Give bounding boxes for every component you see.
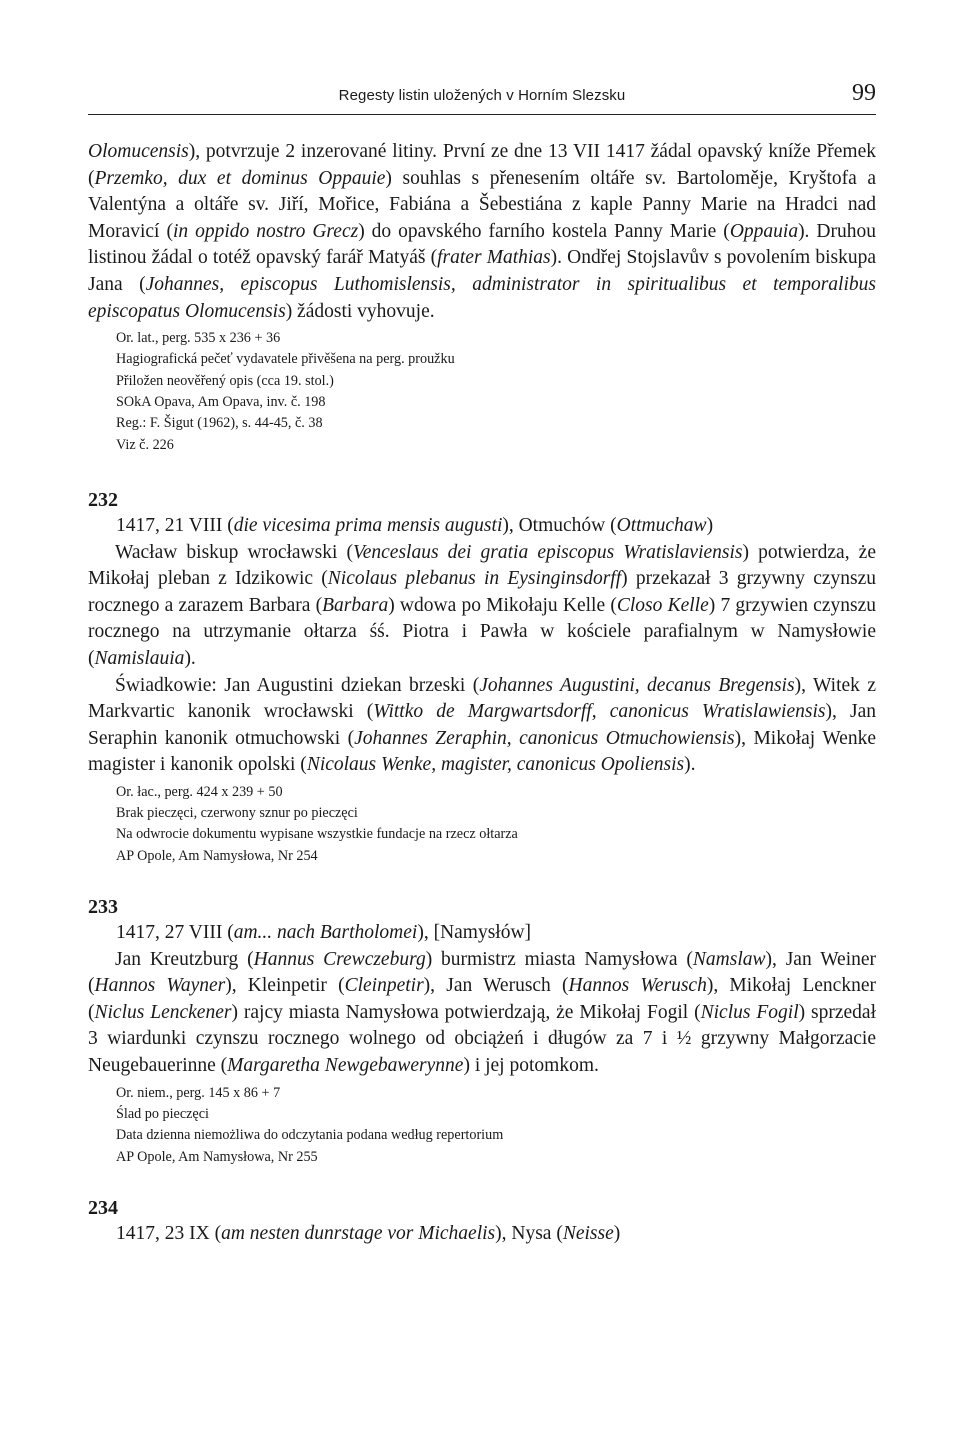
text-run: Świadkowie: Jan Augustini dziekan brzeski ( [115, 674, 480, 696]
latin-phrase: Olomucensis [88, 141, 189, 162]
meta-line: Data dzienna niemożliwa do odczytania podana według repertorium [116, 1127, 504, 1144]
latin-phrase: Margaretha Newgebawerynne [227, 1055, 464, 1077]
latin-phrase: die vicesima prima mensis augusti [233, 514, 503, 536]
latin-phrase: am... nach Bartholomei [233, 922, 418, 944]
text-run: Jan Kreutzburg ( [115, 948, 254, 970]
text-run: ) burmistrz miasta Namysłowa ( [425, 948, 693, 970]
latin-phrase: Oppauia [729, 220, 799, 242]
text-run: ). Ondřej Stojslavův s povolením biskupa Jana ( [88, 247, 876, 295]
latin-phrase: Hannos Wayner [94, 975, 226, 997]
text-run: Wacław biskup wrocławski ( [115, 541, 353, 563]
meta-line: Hagiografická pečeť vydavatele přivěšena na perg. proužku [116, 351, 455, 368]
text-run: ) 7 grzywien czynszu rocznego na utrzymanie ołtarza śś. Piotra i Pawła w kościele parafialnym w Namysłowie ( [88, 594, 876, 669]
meta-line: Ślad po pieczęci [116, 1105, 209, 1122]
meta-line: Or. lat., perg. 535 x 236 + 36 [116, 330, 281, 347]
latin-phrase: Nicolaus Wenke, magister, canonicus Opoliensis [306, 754, 685, 776]
latin-phrase: Closo Kelle [616, 594, 709, 616]
meta-line: Viz č. 226 [116, 436, 174, 453]
page-content [88, 139, 876, 1247]
text-run: 1417, 27 VIII ( [116, 922, 234, 944]
latin-phrase: Johannes, episcopus Luthomislensis, administrator in spiritualibus et temporalibus episcopatus Olomucensis [88, 273, 876, 322]
entry-meta [116, 1083, 876, 1168]
latin-phrase: Namslaw [692, 948, 766, 970]
entry-meta [116, 782, 876, 867]
latin-phrase: Barbara [322, 594, 389, 616]
continued-entry [88, 139, 876, 456]
latin-phrase: Hannos Werusch [568, 975, 707, 997]
meta-line: Reg.: F. Šigut (1962), s. 44-45, č. 38 [116, 415, 323, 432]
text-run: ), Mikołaj Lenckner ( [88, 975, 876, 1023]
latin-phrase: frater Mathias [437, 247, 551, 269]
latin-phrase: Namislauia [94, 647, 185, 669]
entry-number: 233 [88, 896, 118, 919]
meta-line: AP Opole, Am Namysłowa, Nr 255 [116, 1148, 318, 1165]
entry-dateline [88, 1221, 876, 1248]
meta-line: Or. niem., perg. 145 x 86 + 7 [116, 1084, 281, 1101]
meta-line: Na odwrocie dokumentu wypisane wszystkie fundacje na rzecz ołtarza [116, 826, 518, 843]
latin-phrase: Johannes Augustini, decanus Bregensis [479, 674, 795, 696]
continued-paragraph [88, 139, 876, 325]
meta-line: AP Opole, Am Namysłowa, Nr 254 [116, 847, 318, 864]
text-run: ) przekazał 3 grzywny czynszu rocznego a zarazem Barbara ( [88, 568, 876, 616]
latin-phrase: Niclus Fogil [700, 1001, 799, 1023]
page-number: 99 [852, 80, 876, 106]
latin-phrase: am nesten dunrstage vor Michaelis [221, 1222, 496, 1244]
text-run: ) i jej potomkom. [463, 1055, 599, 1077]
text-run: 1417, 23 IX ( [116, 1222, 222, 1244]
latin-phrase: Hannus Crewczeburg [253, 948, 426, 970]
entry-233 [88, 894, 876, 1168]
entry-paragraph [88, 540, 876, 673]
text-run: ) rajcy miasta Namysłowa potwierdzają, że Mikołaj Fogil ( [231, 1001, 701, 1023]
text-run: ). Druhou listinou žádal o totéž opavský farář Matyáš ( [88, 220, 876, 269]
text-run: ), [Namysłów] [417, 922, 532, 944]
text-run: ) žádosti vyhovuje. [285, 300, 435, 322]
text-run: ) souhlas s přenesením oltáře sv. Bartoloměje, Kryštofa a Valentýna a oltáře sv. Jiří, Mořice, Fabiána a Šebestiána z kaple Panny Marie na Hradci nad Moravicí ( [88, 167, 877, 242]
latin-phrase: Nicolaus plebanus in Eysinginsdorff [327, 568, 622, 590]
text-run: ) [613, 1222, 621, 1244]
meta-line: SOkA Opava, Am Opava, inv. č. 198 [116, 394, 326, 411]
header-rule [88, 114, 876, 115]
text-run: ) sprzedał 3 wiardunki czynszu rocznego wolnego od obciążeń i długów za 7 i ½ grzywny Małgorzacie Neugebauerinne ( [88, 1001, 876, 1077]
entry-paragraph [88, 673, 876, 779]
text-run: ) potwierdza, że Mikołaj pleban z Idzikowic ( [88, 541, 876, 590]
meta-line: Or. łac., perg. 424 x 239 + 50 [116, 783, 283, 800]
text-run: ), Jan Seraphin kanonik otmuchowski ( [88, 701, 876, 749]
latin-phrase: Niclus Lenckener [94, 1001, 232, 1023]
text-run: ). [184, 647, 196, 669]
latin-phrase: Venceslaus dei gratia episcopus Wratislaviensis [352, 541, 743, 563]
latin-phrase: Przemko, dux et dominus Oppauie [94, 167, 386, 189]
text-run: ), Nysa ( [495, 1222, 563, 1244]
text-run: ), Witek z Markvartic kanonik wrocławski ( [88, 674, 876, 723]
text-run: ) [706, 514, 714, 536]
entry-number: 234 [88, 1196, 118, 1219]
latin-phrase: Neisse [562, 1222, 614, 1244]
entry-dateline [88, 920, 876, 947]
entry-paragraph [88, 947, 876, 1080]
latin-phrase: Wittko de Margwartsdorff, canonicus Wratislawiensis [373, 701, 826, 723]
text-run: 1417, 21 VIII ( [116, 514, 234, 536]
entry-234 [88, 1195, 876, 1248]
latin-phrase: Cleinpetir [344, 975, 424, 997]
text-run: ), potvrzuje 2 inzerované litiny. První ze dne 13 VII 1417 žádal opavský kníže Přemek ( [88, 141, 876, 189]
text-run: ), Kleinpetir ( [225, 975, 345, 997]
meta-line: Přiložen neověřený opis (cca 19. stol.) [116, 372, 334, 389]
page-header [88, 80, 876, 110]
text-run: ), Jan Werusch ( [423, 975, 569, 997]
text-run: ). [684, 754, 696, 776]
latin-phrase: in oppido nostro Grecz [172, 220, 359, 242]
continued-entry-meta [116, 328, 876, 456]
running-title: Regesty listin uložených v Horním Slezsku [338, 87, 626, 104]
entry-number: 232 [88, 488, 118, 511]
entry-232 [88, 487, 876, 867]
text-run: ) wdowa po Mikołaju Kelle ( [388, 594, 617, 616]
entry-dateline [88, 513, 876, 540]
text-run: ), Jan Weiner ( [88, 948, 877, 997]
latin-phrase: Ottmuchaw [616, 514, 707, 536]
latin-phrase: Johannes Zeraphin, canonicus Otmuchowiensis [354, 727, 735, 749]
text-run: ), Mikołaj Wenke magister i kanonik opolski ( [88, 727, 876, 776]
text-run: ), Otmuchów ( [502, 514, 617, 536]
meta-line: Brak pieczęci, czerwony sznur po pieczęci [116, 805, 358, 822]
text-run: ) do opavského farního kostela Panny Marie ( [358, 220, 730, 242]
